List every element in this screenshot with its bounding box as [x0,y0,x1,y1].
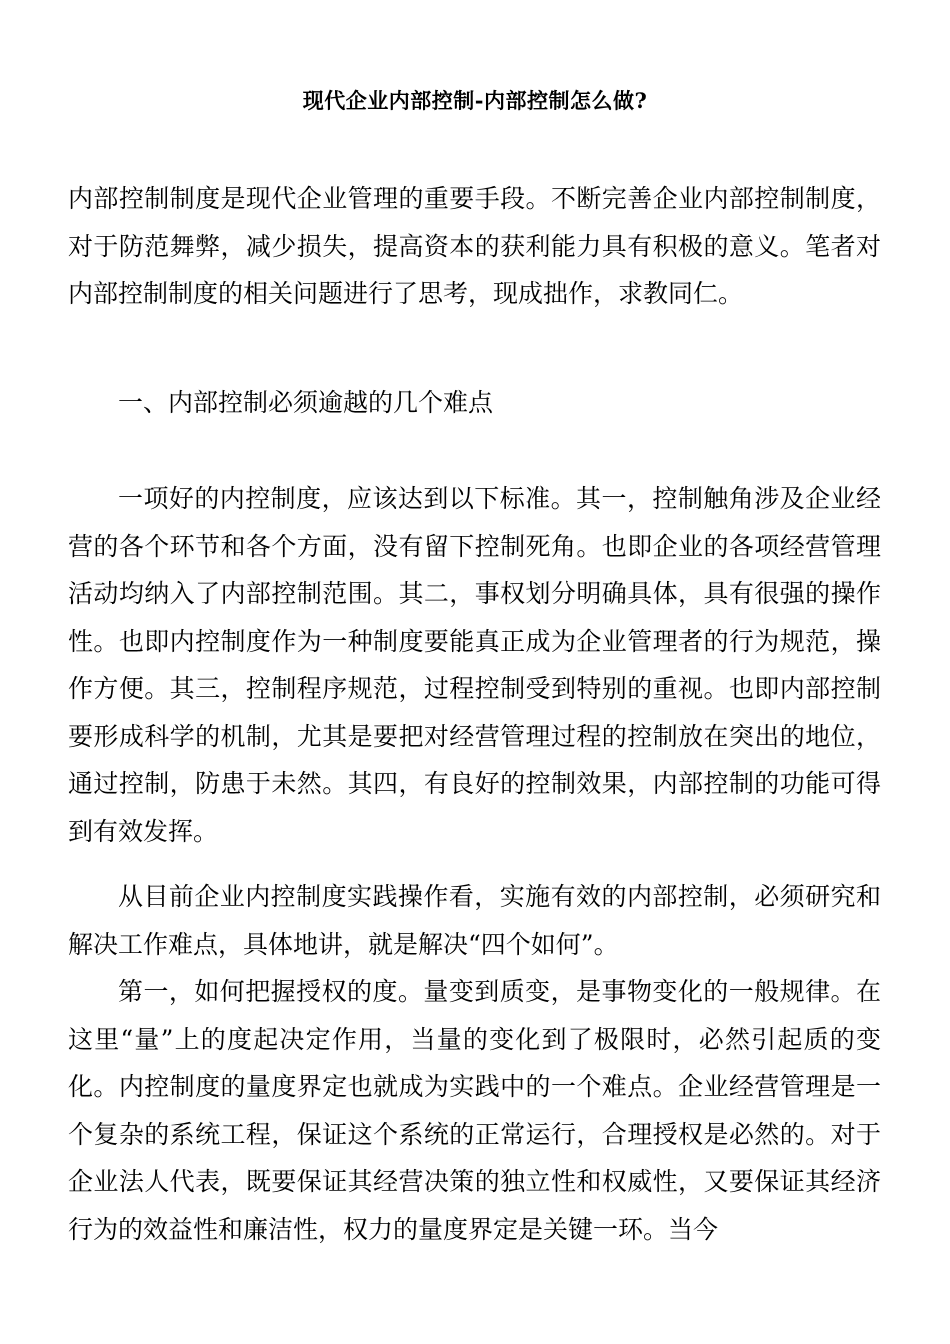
intro-paragraph: 内部控制制度是现代企业管理的重要手段。不断完善企业内部控制制度，对于防范舞弊，减少损失，提高资本的获利能力具有积极的意义。笔者对内部控制制度的相关问题进行了思考，现成拙作，求教同仁。 [68,184,881,308]
document-title: 现代企业内部控制-内部控制怎么做? [302,88,648,113]
section-heading: 一、内部控制必须逾越的几个难点 [118,388,494,417]
body-paragraph-standards: 一项好的内控制度，应该达到以下标准。其一，控制触角涉及企业经营的各个环节和各个方面，没有留下控制死角。也即企业的各项经营管理活动均纳入了内部控制范围。其二，事权划分明确具体，具有很强的操作性。也即内控制度作为一种制度要能真正成为企业管理者的行为规范，操作方便。其三，控制程序规范，过程控制受到特别的重视。也即内部控制要形成科学的机制，尤其是要把对经营管理过程的控制放在突出的地位，通过控制，防患于未然。其四，有良好的控制效果，内部控制的功能可得到有效发挥。 [68,484,881,846]
body-paragraph-first-point: 第一，如何把握授权的度。量变到质变，是事物变化的一般规律。在这里“量”上的度起决定作用，当量的变化到了极限时，必然引起质的变化。内控制度的量度界定也就成为实践中的一个难点。企业经营管理是一个复杂的系统工程，保证这个系统的正常运行，合理授权是必然的。对于企业法人代表，既要保证其经营决策的独立性和权威性，又要保证其经济行为的效益性和廉洁性，权力的量度界定是关键一环。当今 [68,977,881,1244]
body-paragraph-difficulties: 从目前企业内控制度实践操作看，实施有效的内部控制，必须研究和解决工作难点，具体地讲，就是解决“四个如何”。 [68,882,881,959]
